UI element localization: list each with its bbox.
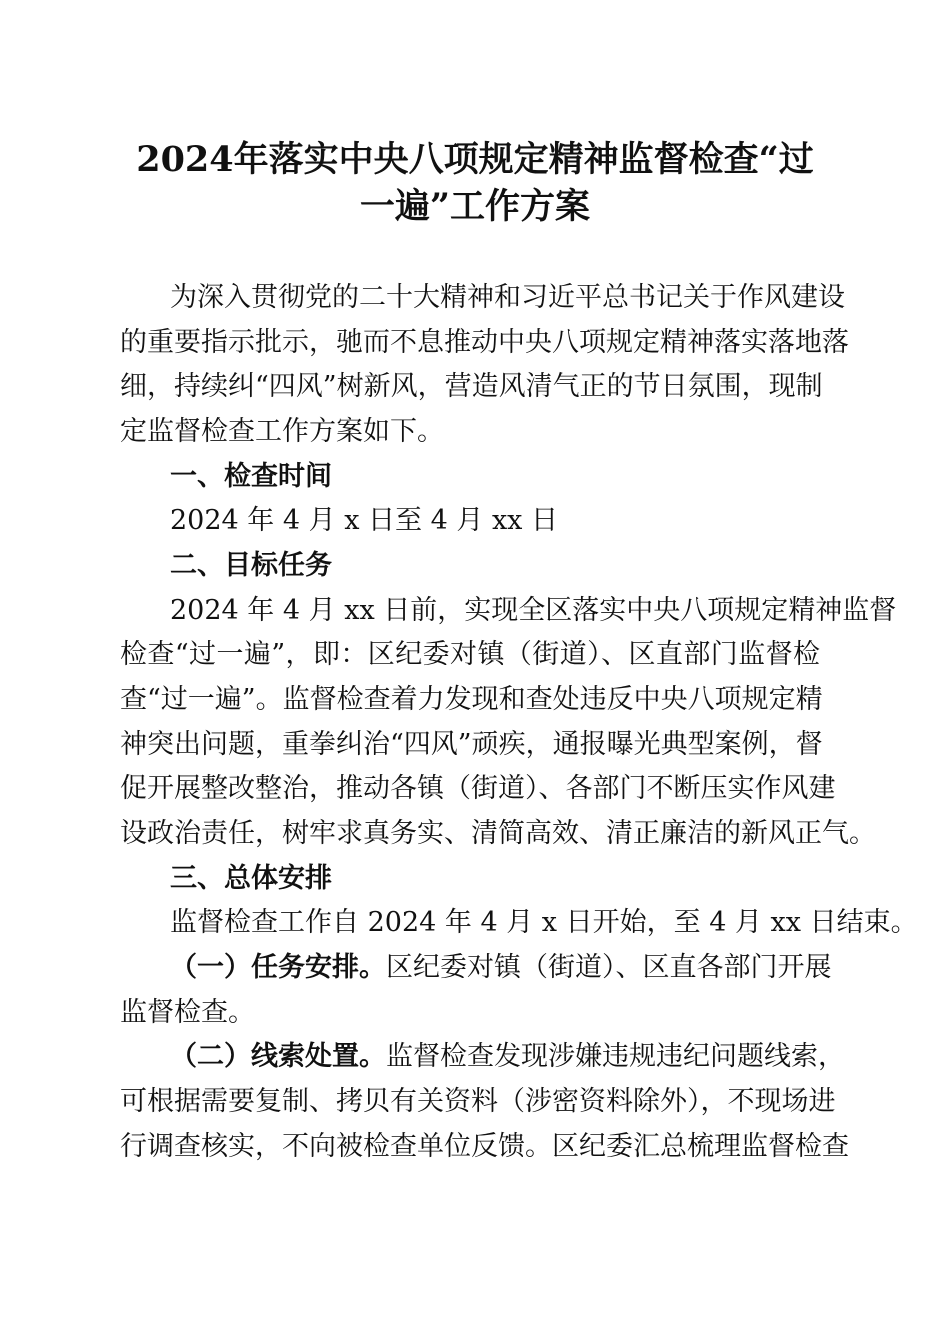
subsection-text: 监督检查发现涉嫌违规违纪问题线索，	[386, 1041, 845, 1072]
section-body-line: 检查“过一遍”，即：区纪委对镇（街道）、区直部门监督检	[120, 639, 820, 670]
subsection-clue-line: 行调查核实，不向被检查单位反馈。区纪委汇总梳理监督检查	[120, 1131, 849, 1162]
section-body-line: 设政治责任，树牢求真务实、清简高效、清正廉洁的新风正气。	[120, 818, 876, 849]
section-body-line: 查“过一遍”。监督检查着力发现和查处违反中央八项规定精	[120, 684, 823, 715]
document-title-line-1: 2024年落实中央八项规定精神监督检查“过	[136, 139, 814, 180]
section-heading-time: 一、检查时间	[170, 461, 332, 492]
intro-line: 细，持续纠“四风”树新风，营造风清气正的节日氛围，现制	[120, 371, 823, 402]
intro-line: 为深入贯彻党的二十大精神和习近平总书记关于作风建设	[170, 282, 845, 313]
section-heading-goals: 二、目标任务	[170, 550, 332, 581]
subsection-task-line: 监督检查。	[120, 997, 255, 1028]
subsection-clue-line	[170, 1035, 845, 1079]
section-body-line: 2024 年 4 月 xx 日前，实现全区落实中央八项规定精神监督	[170, 595, 897, 626]
section-body-line: 2024 年 4 月 x 日至 4 月 xx 日	[170, 505, 558, 536]
section-heading-arrangement: 三、总体安排	[170, 863, 332, 894]
section-body-line: 监督检查工作自 2024 年 4 月 x 日开始，至 4 月 xx 日结束。	[170, 907, 918, 938]
section-body-line: 神突出问题，重拳纠治“四风”顽疾，通报曝光典型案例，督	[120, 729, 823, 760]
subsection-task-line	[170, 946, 832, 990]
subsection-clue-line: 可根据需要复制、拷贝有关资料（涉密资料除外），不现场进	[120, 1086, 836, 1117]
subsection-text: 区纪委对镇（街道）、区直各部门开展	[386, 952, 832, 983]
intro-line: 的重要指示批示，驰而不息推动中央八项规定精神落实落地落	[120, 327, 849, 358]
document-title-line-2: 一遍”工作方案	[359, 186, 591, 227]
subsection-label: （二）线索处置。	[170, 1041, 386, 1072]
intro-line: 定监督检查工作方案如下。	[120, 416, 444, 447]
section-body-line: 促开展整改整治，推动各镇（街道）、各部门不断压实作风建	[120, 773, 836, 804]
subsection-label: （一）任务安排。	[170, 952, 386, 983]
